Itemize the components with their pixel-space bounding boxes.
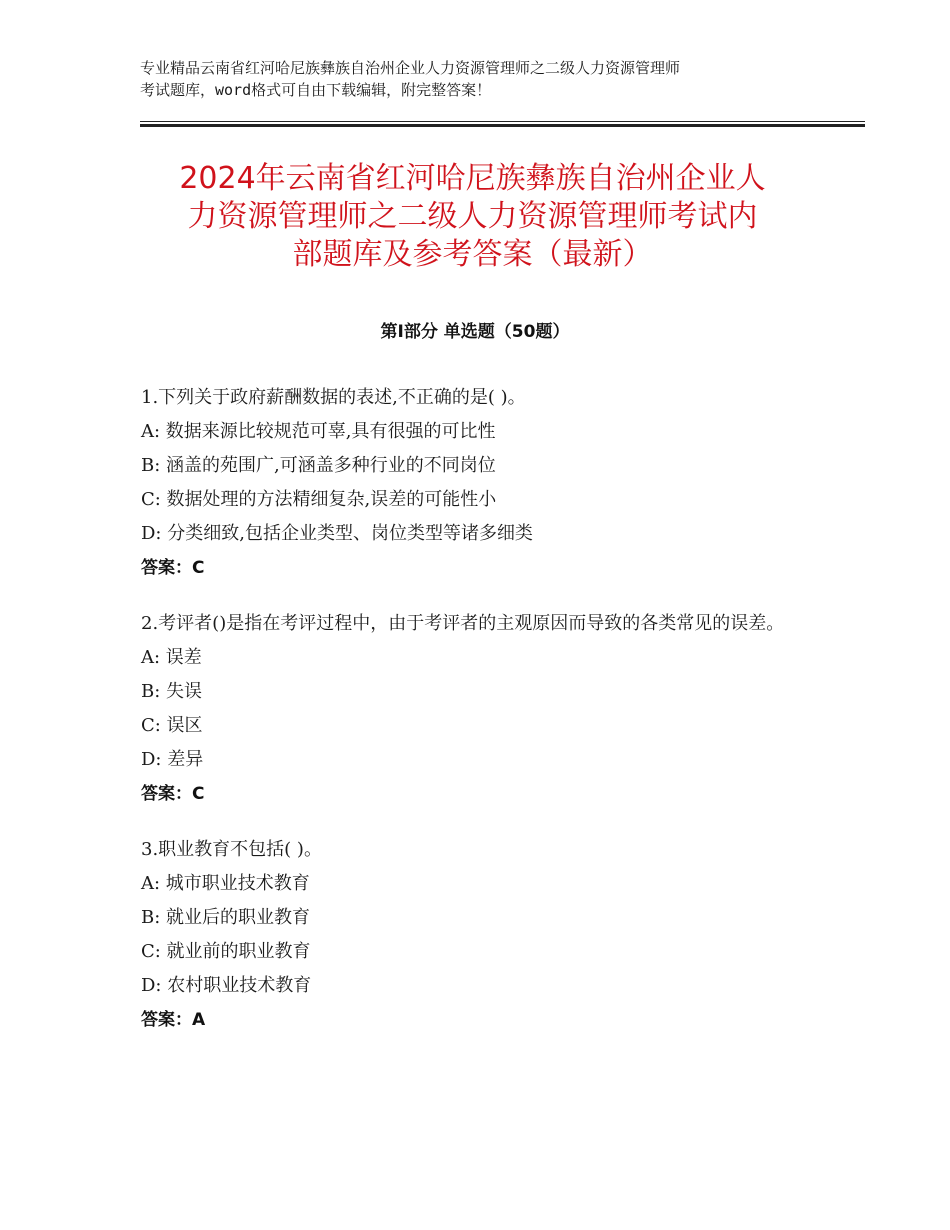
header-note [140,57,820,101]
option-d: D: 农村职业技术教育 [141,975,312,996]
question-1 [141,381,821,585]
option-a: A: 城市职业技术教育 [141,873,310,894]
option-c: C: 数据处理的方法精细复杂,误差的可能性小 [141,489,497,510]
header-note-line-1: 专业精品云南省红河哈尼族彝族自治州企业人力资源管理师之二级人力资源管理师 [140,59,681,77]
option-a: A: 误差 [141,647,202,668]
option-b: B: 就业后的职业教育 [141,907,311,928]
option-d: D: 分类细致,包括企业类型、岗位类型等诸多细类 [141,523,533,544]
header-note-line-2: 考试题库，word格式可自由下载编辑，附完整答案！ [140,81,492,99]
title-line-2: 力资源管理师之二级人力资源管理师考试内 [187,199,758,234]
answer-label: 答案：C [141,784,205,804]
option-d: D: 差异 [141,749,204,770]
title-line-3: 部题库及参考答案（最新） [292,237,653,272]
section-heading: 第Ⅰ部分 单选题（50题） [380,322,570,342]
option-c: C: 就业前的职业教育 [141,941,311,962]
option-b: B: 失误 [141,681,203,702]
option-b: B: 涵盖的苑围广,可涵盖多种行业的不同岗位 [141,455,496,476]
answer-label: 答案：C [141,558,205,578]
header-divider-thick [140,124,865,127]
header-divider-thin [140,121,865,122]
question-2 [141,607,821,811]
question-stem: 3.职业教育不包括( )。 [141,839,322,860]
document-title [120,160,825,274]
option-a: A: 数据来源比较规范可辜,具有很强的可比性 [141,421,496,442]
question-stem: 2.考评者()是指在考评过程中，由于考评者的主观原因而导致的各类常见的误差。 [141,613,785,634]
option-c: C: 误区 [141,715,203,736]
question-3 [141,833,821,1037]
question-stem: 1.下列关于政府薪酬数据的表述,不正确的是( )。 [141,387,526,408]
answer-label: 答案：A [141,1010,206,1030]
question-list [141,381,821,1059]
title-line-1: 2024年云南省红河哈尼族彝族自治州企业人 [179,161,766,196]
